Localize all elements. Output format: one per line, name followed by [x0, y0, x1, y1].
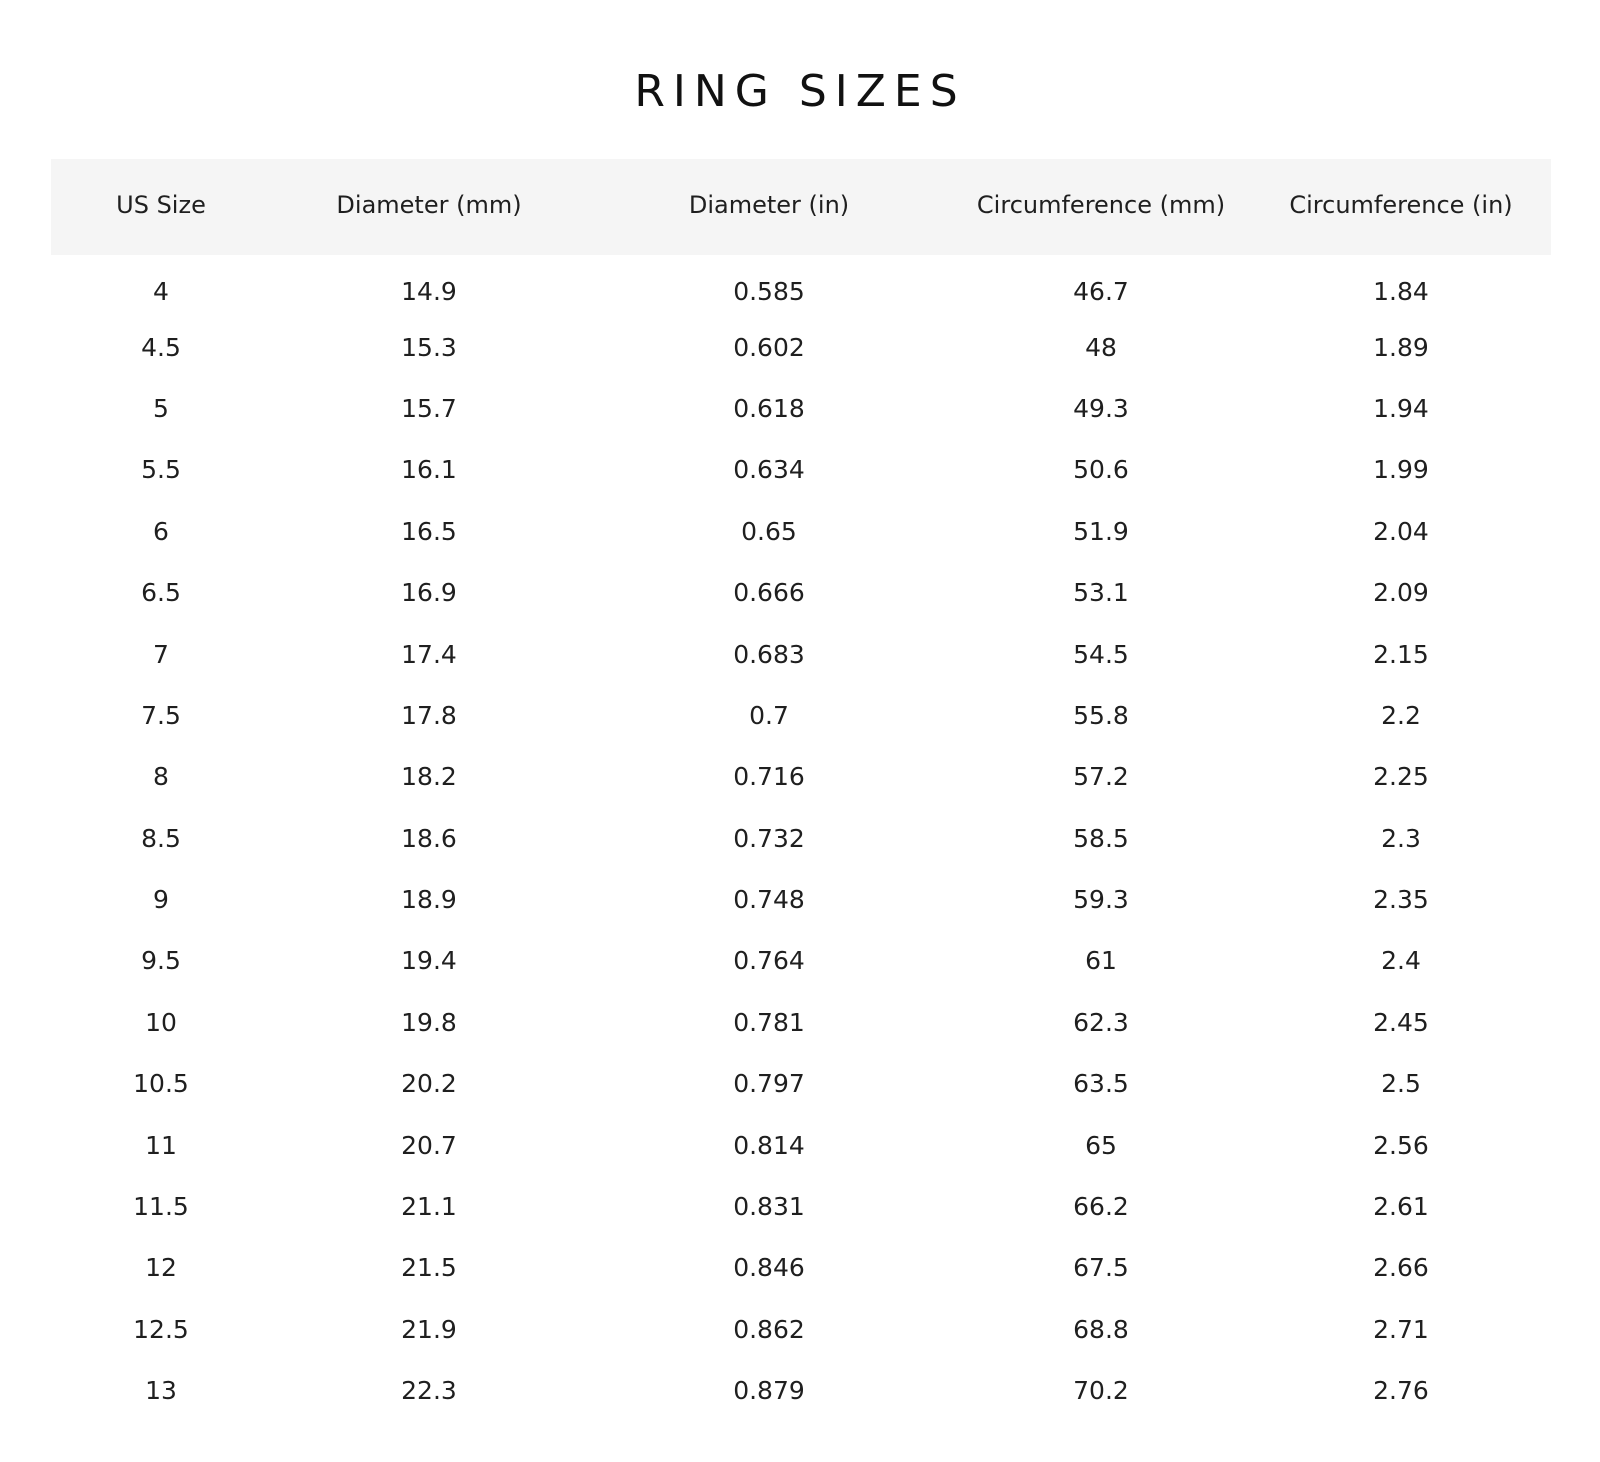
table-row: [51, 1237, 1551, 1298]
cell-circumference-mm: 48: [1085, 332, 1117, 362]
cell-circumference-mm: 70.2: [1073, 1376, 1129, 1406]
cell-diameter-mm: 17.8: [401, 700, 457, 730]
cell-us-size: 10.5: [133, 1069, 189, 1099]
table-row: [51, 1053, 1551, 1114]
cell-diameter-mm: 21.9: [401, 1314, 457, 1344]
cell-circumference-in: 1.89: [1373, 332, 1429, 362]
cell-diameter-mm: 15.3: [401, 332, 457, 362]
cell-us-size: 6: [153, 516, 169, 546]
cell-circumference-mm: 66.2: [1073, 1192, 1129, 1222]
cell-diameter-mm: 18.2: [401, 762, 457, 792]
cell-circumference-in: 2.66: [1373, 1253, 1429, 1283]
column-header-diameter-mm: Diameter (mm): [336, 191, 522, 219]
cell-circumference-mm: 58.5: [1073, 823, 1129, 853]
table-row: [51, 930, 1551, 991]
cell-diameter-mm: 22.3: [401, 1376, 457, 1406]
cell-us-size: 10: [145, 1007, 177, 1037]
cell-circumference-mm: 65: [1085, 1130, 1117, 1160]
cell-circumference-in: 2.71: [1373, 1314, 1429, 1344]
cell-circumference-in: 2.5: [1381, 1069, 1421, 1099]
cell-circumference-in: 2.04: [1373, 516, 1429, 546]
cell-us-size: 12: [145, 1253, 177, 1283]
cell-diameter-mm: 20.7: [401, 1130, 457, 1160]
cell-diameter-in: 0.732: [733, 823, 805, 853]
column-header-circumference-mm: Circumference (mm): [976, 191, 1226, 219]
cell-circumference-mm: 61: [1085, 946, 1117, 976]
table-row: [51, 439, 1551, 500]
cell-us-size: 11.5: [133, 1192, 189, 1222]
table-row: [51, 501, 1551, 562]
cell-circumference-mm: 46.7: [1073, 277, 1129, 307]
cell-diameter-in: 0.831: [733, 1192, 805, 1222]
table-row: [51, 992, 1551, 1053]
cell-us-size: 13: [145, 1376, 177, 1406]
cell-diameter-mm: 18.9: [401, 885, 457, 915]
cell-us-size: 12.5: [133, 1314, 189, 1344]
cell-circumference-in: 2.56: [1373, 1130, 1429, 1160]
column-header-circumference-in: Circumference (in): [1289, 191, 1513, 219]
cell-diameter-in: 0.683: [733, 639, 805, 669]
cell-circumference-mm: 68.8: [1073, 1314, 1129, 1344]
cell-diameter-mm: 17.4: [401, 639, 457, 669]
cell-diameter-in: 0.797: [733, 1069, 805, 1099]
cell-us-size: 9: [153, 885, 169, 915]
cell-diameter-in: 0.781: [733, 1007, 805, 1037]
table-row: [51, 1360, 1551, 1421]
cell-circumference-in: 2.35: [1373, 885, 1429, 915]
cell-diameter-in: 0.748: [733, 885, 805, 915]
cell-circumference-in: 2.15: [1373, 639, 1429, 669]
cell-circumference-mm: 57.2: [1073, 762, 1129, 792]
cell-diameter-in: 0.716: [733, 762, 805, 792]
cell-us-size: 6.5: [141, 578, 181, 608]
page-title: RING SIZES: [634, 66, 966, 117]
cell-circumference-in: 1.99: [1373, 455, 1429, 485]
cell-diameter-in: 0.846: [733, 1253, 805, 1283]
cell-circumference-mm: 49.3: [1073, 393, 1129, 423]
cell-us-size: 8.5: [141, 823, 181, 853]
cell-circumference-in: 2.76: [1373, 1376, 1429, 1406]
cell-diameter-mm: 16.5: [401, 516, 457, 546]
cell-circumference-in: 2.45: [1373, 1007, 1429, 1037]
cell-diameter-in: 0.764: [733, 946, 805, 976]
cell-us-size: 7.5: [141, 700, 181, 730]
cell-circumference-in: 2.4: [1381, 946, 1421, 976]
cell-circumference-in: 2.2: [1381, 700, 1421, 730]
cell-diameter-in: 0.862: [733, 1314, 805, 1344]
cell-diameter-in: 0.602: [733, 332, 805, 362]
cell-diameter-mm: 21.5: [401, 1253, 457, 1283]
cell-circumference-mm: 59.3: [1073, 885, 1129, 915]
cell-us-size: 5: [153, 393, 169, 423]
cell-us-size: 7: [153, 639, 169, 669]
column-header-us-size: US Size: [116, 191, 206, 219]
cell-us-size: 11: [145, 1130, 177, 1160]
cell-diameter-in: 0.618: [733, 393, 805, 423]
cell-circumference-mm: 63.5: [1073, 1069, 1129, 1099]
cell-circumference-mm: 54.5: [1073, 639, 1129, 669]
table-row: [51, 746, 1551, 807]
cell-diameter-mm: 20.2: [401, 1069, 457, 1099]
cell-diameter-mm: 19.4: [401, 946, 457, 976]
cell-diameter-mm: 15.7: [401, 393, 457, 423]
cell-diameter-mm: 16.1: [401, 455, 457, 485]
cell-diameter-in: 0.65: [741, 516, 797, 546]
cell-diameter-in: 0.666: [733, 578, 805, 608]
table-row: [51, 316, 1551, 377]
table-row: [51, 1176, 1551, 1237]
cell-diameter-mm: 19.8: [401, 1007, 457, 1037]
cell-diameter-in: 0.585: [733, 277, 805, 307]
cell-circumference-mm: 62.3: [1073, 1007, 1129, 1037]
table-row: [51, 255, 1551, 316]
cell-circumference-in: 1.94: [1373, 393, 1429, 423]
cell-circumference-in: 2.3: [1381, 823, 1421, 853]
cell-us-size: 5.5: [141, 455, 181, 485]
cell-circumference-mm: 67.5: [1073, 1253, 1129, 1283]
table-body: [51, 255, 1551, 1421]
column-header-diameter-in: Diameter (in): [688, 191, 850, 219]
cell-circumference-in: 2.61: [1373, 1192, 1429, 1222]
cell-diameter-in: 0.879: [733, 1376, 805, 1406]
table-row: [51, 378, 1551, 439]
cell-diameter-mm: 16.9: [401, 578, 457, 608]
cell-diameter-mm: 21.1: [401, 1192, 457, 1222]
cell-circumference-mm: 55.8: [1073, 700, 1129, 730]
cell-circumference-in: 2.25: [1373, 762, 1429, 792]
table-header: [51, 159, 1551, 255]
table-row: [51, 623, 1551, 684]
table-row: [51, 869, 1551, 930]
cell-diameter-mm: 18.6: [401, 823, 457, 853]
cell-circumference-mm: 51.9: [1073, 516, 1129, 546]
header-row: [51, 159, 1551, 255]
cell-circumference-in: 2.09: [1373, 578, 1429, 608]
cell-diameter-in: 0.634: [733, 455, 805, 485]
cell-us-size: 8: [153, 762, 169, 792]
table-row: [51, 1299, 1551, 1360]
table-row: [51, 1114, 1551, 1175]
cell-circumference-mm: 53.1: [1073, 578, 1129, 608]
cell-us-size: 4: [153, 277, 169, 307]
cell-diameter-mm: 14.9: [401, 277, 457, 307]
ring-size-table: [51, 159, 1551, 1421]
cell-diameter-in: 0.7: [749, 700, 789, 730]
table-row: [51, 562, 1551, 623]
cell-circumference-mm: 50.6: [1073, 455, 1129, 485]
cell-us-size: 9.5: [141, 946, 181, 976]
cell-diameter-in: 0.814: [733, 1130, 805, 1160]
cell-circumference-in: 1.84: [1373, 277, 1429, 307]
table-row: [51, 685, 1551, 746]
table-row: [51, 808, 1551, 869]
cell-us-size: 4.5: [141, 332, 181, 362]
